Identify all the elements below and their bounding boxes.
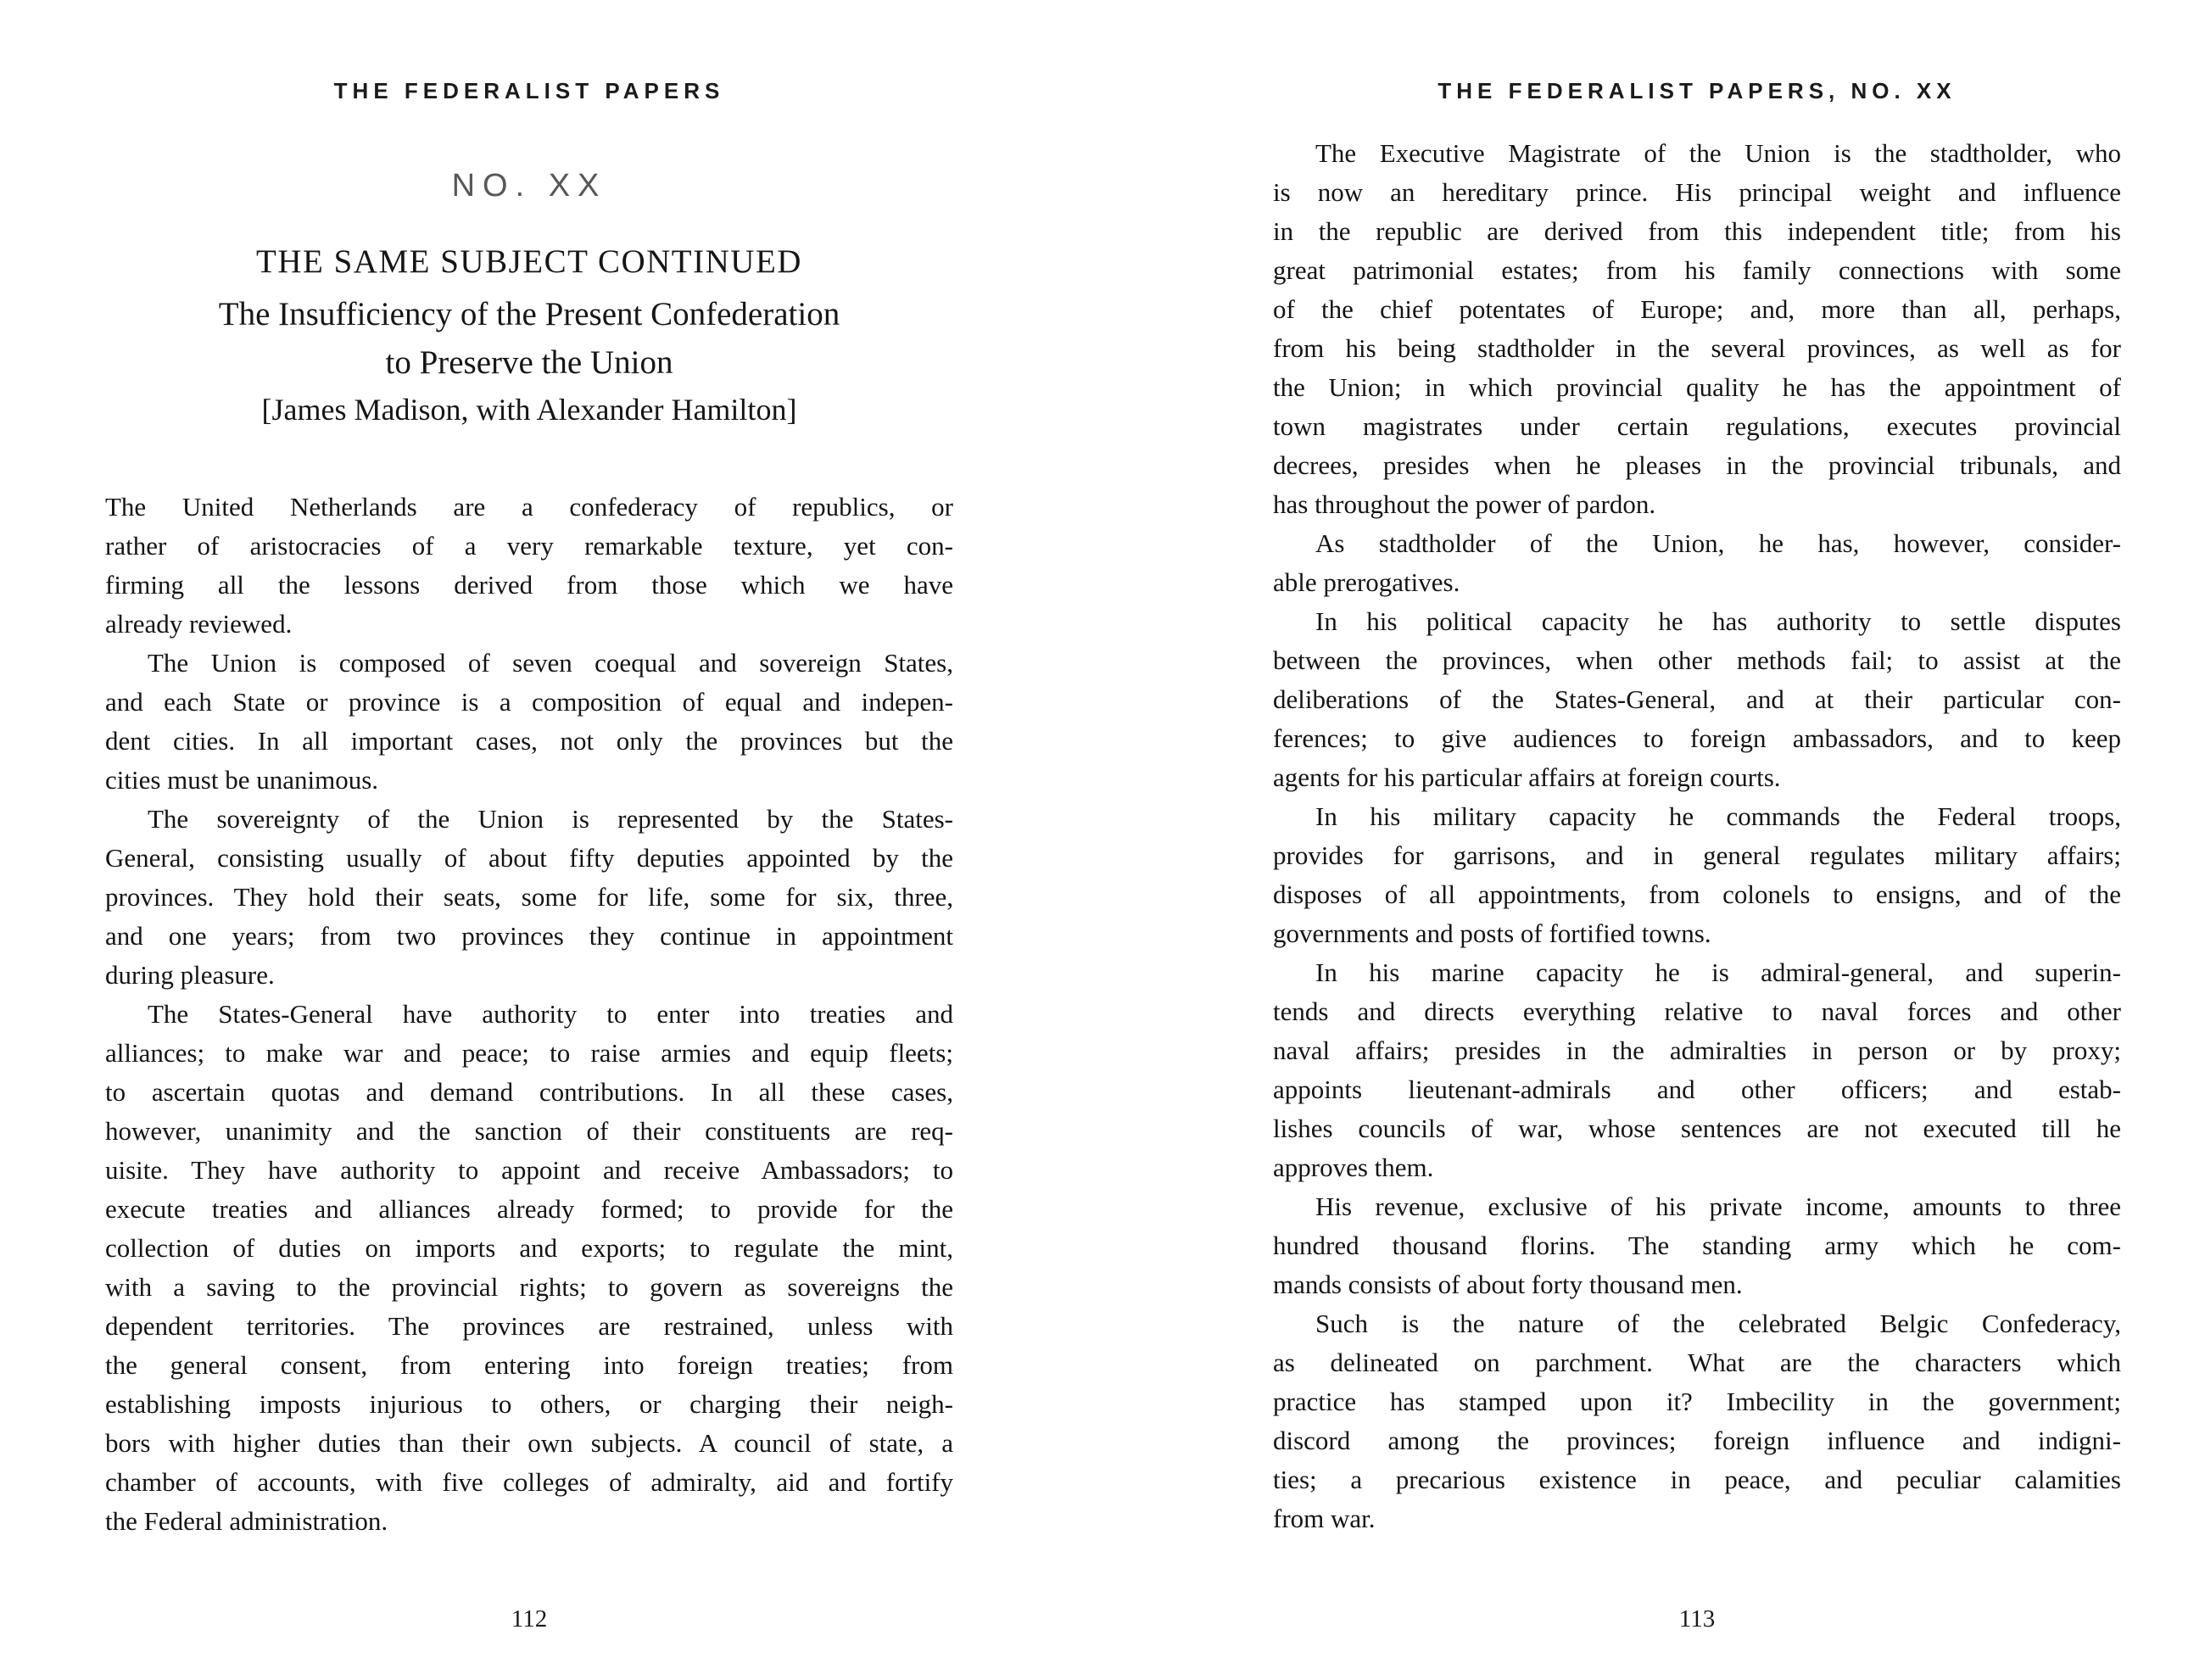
text-line: mands consists of about forty thousand men. bbox=[1273, 1270, 1743, 1299]
text-line: The Executive Magistrate of the Union is the stadtholder, who bbox=[1315, 138, 2121, 168]
text-line: tends and directs everything relative to naval forces and other bbox=[1273, 996, 2121, 1026]
text-line: rather of aristocracies of a very remarkable texture, yet con- bbox=[105, 531, 953, 561]
text-line: and each State or province is a composition of equal and indepen- bbox=[105, 687, 953, 717]
chapter-subtitle-line: to Preserve the Union bbox=[385, 344, 673, 381]
text-line: great patrimonial estates; from his family connections with some bbox=[1273, 255, 2121, 285]
text-line: between the provinces, when other methods fail; to assist at the bbox=[1273, 645, 2121, 675]
paragraph bbox=[1273, 134, 2121, 524]
text-line: lishes councils of war, whose sentences are not executed till he bbox=[1273, 1113, 2121, 1143]
page-right bbox=[1102, 0, 2205, 1680]
paragraph bbox=[1273, 602, 2121, 797]
text-line: The sovereignty of the Union is represented by the States- bbox=[148, 804, 953, 834]
text-line: establishing imposts injurious to others, or charging their neigh- bbox=[105, 1389, 953, 1419]
text-line: hundred thousand florins. The standing army which he com- bbox=[1273, 1231, 2121, 1260]
paragraph bbox=[1273, 1304, 2121, 1538]
text-line: discord among the provinces; foreign influence and indigni- bbox=[1273, 1426, 2121, 1455]
text-line: As stadtholder of the Union, he has, however, consider- bbox=[1315, 528, 2121, 558]
text-line: from his being stadtholder in the several provinces, as well as for bbox=[1273, 333, 2121, 363]
author-attribution: [James Madison, with Alexander Hamilton] bbox=[261, 393, 797, 427]
chapter-title: THE SAME SUBJECT CONTINUED bbox=[256, 243, 802, 280]
text-line: execute treaties and alliances already formed; to provide for the bbox=[105, 1194, 953, 1224]
page-number-left: 112 bbox=[511, 1605, 548, 1633]
paragraph bbox=[1273, 524, 2121, 602]
text-line: The United Netherlands are a confederacy of republics, or bbox=[105, 492, 953, 522]
paragraph bbox=[1273, 797, 2121, 953]
paragraph bbox=[105, 800, 953, 995]
text-line: able prerogatives. bbox=[1273, 567, 1460, 597]
text-line: In his political capacity he has authority to settle disputes bbox=[1315, 606, 2121, 636]
text-line: dent cities. In all important cases, not only the provinces but the bbox=[105, 726, 953, 756]
text-line: His revenue, exclusive of his private income, amounts to three bbox=[1315, 1192, 2121, 1221]
right-page-body bbox=[1273, 134, 2121, 1538]
paragraph bbox=[105, 488, 953, 644]
text-line: Such is the nature of the celebrated Belgic Confederacy, bbox=[1315, 1309, 2121, 1338]
left-page-body bbox=[105, 488, 953, 1541]
text-line: from war. bbox=[1273, 1504, 1376, 1533]
text-line: is now an hereditary prince. His principal weight and influence bbox=[1273, 177, 2121, 207]
text-line: The Union is composed of seven coequal and sovereign States, bbox=[148, 648, 953, 678]
text-line: provides for garrisons, and in general regulates military affairs; bbox=[1273, 840, 2121, 870]
text-line: General, consisting usually of about fifty deputies appointed by the bbox=[105, 843, 953, 873]
text-line: the Federal administration. bbox=[105, 1506, 388, 1536]
text-line: bors with higher duties than their own subjects. A council of state, a bbox=[105, 1428, 953, 1458]
text-line: chamber of accounts, with five colleges of admiralty, aid and fortify bbox=[105, 1467, 953, 1497]
text-line: has throughout the power of pardon. bbox=[1273, 489, 1656, 519]
text-line: in the republic are derived from this independent title; from his bbox=[1273, 216, 2121, 246]
text-line: and one years; from two provinces they continue in appointment bbox=[105, 921, 953, 951]
text-line: firming all the lessons derived from those which we have bbox=[105, 570, 953, 600]
paragraph bbox=[1273, 953, 2121, 1187]
text-line: alliances; to make war and peace; to raise armies and equip fleets; bbox=[105, 1038, 953, 1068]
running-header-left: THE FEDERALIST PAPERS bbox=[333, 78, 725, 103]
chapter-subtitle-line: The Insufficiency of the Present Confederation bbox=[218, 296, 840, 332]
paragraph bbox=[105, 644, 953, 800]
text-line: The States-General have authority to enter into treaties and bbox=[148, 999, 953, 1029]
text-line: practice has stamped upon it? Imbecility in the government; bbox=[1273, 1387, 2121, 1416]
text-line: ferences; to give audiences to foreign ambassadors, and to keep bbox=[1273, 723, 2121, 753]
text-line: the general consent, from entering into foreign treaties; from bbox=[105, 1350, 953, 1380]
text-line: however, unanimity and the sanction of their constituents are req- bbox=[105, 1116, 953, 1146]
text-line: In his marine capacity he is admiral-general, and superin- bbox=[1315, 957, 2121, 987]
running-header-right: THE FEDERALIST PAPERS, NO. XX bbox=[1437, 78, 1957, 103]
page-left bbox=[0, 0, 1102, 1680]
text-line: decrees, presides when he pleases in the provincial tribunals, and bbox=[1273, 450, 2121, 480]
text-line: dependent territories. The provinces are restrained, unless with bbox=[105, 1311, 953, 1341]
chapter-number: NO. XX bbox=[451, 168, 607, 204]
text-line: governments and posts of fortified towns. bbox=[1273, 918, 1711, 948]
text-line: collection of duties on imports and exports; to regulate the mint, bbox=[105, 1233, 953, 1263]
text-line: of the chief potentates of Europe; and, more than all, perhaps, bbox=[1273, 294, 2121, 324]
page-number-right: 113 bbox=[1678, 1605, 1716, 1633]
text-line: during pleasure. bbox=[105, 960, 275, 990]
text-line: town magistrates under certain regulations, executes provincial bbox=[1273, 411, 2121, 441]
chapter-subtitle bbox=[105, 290, 953, 387]
text-line: naval affairs; presides in the admiralties in person or by proxy; bbox=[1273, 1035, 2121, 1065]
text-line: uisite. They have authority to appoint and receive Ambassadors; to bbox=[105, 1155, 953, 1185]
text-line: disposes of all appointments, from colonels to ensigns, and of the bbox=[1273, 879, 2121, 909]
text-line: already reviewed. bbox=[105, 609, 293, 639]
text-line: In his military capacity he commands the Federal troops, bbox=[1315, 801, 2121, 831]
text-line: provinces. They hold their seats, some for life, some for six, three, bbox=[105, 882, 953, 912]
text-line: to ascertain quotas and demand contributions. In all these cases, bbox=[105, 1077, 953, 1107]
text-line: agents for his particular affairs at foreign courts. bbox=[1273, 762, 1781, 792]
text-line: ties; a precarious existence in peace, and peculiar calamities bbox=[1273, 1465, 2121, 1494]
text-line: the Union; in which provincial quality he has the appointment of bbox=[1273, 372, 2121, 402]
text-line: cities must be unanimous. bbox=[105, 765, 379, 795]
text-line: deliberations of the States-General, and at their particular con- bbox=[1273, 684, 2121, 714]
paragraph bbox=[1273, 1187, 2121, 1304]
text-line: as delineated on parchment. What are the characters which bbox=[1273, 1348, 2121, 1377]
paragraph bbox=[105, 995, 953, 1541]
text-line: approves them. bbox=[1273, 1153, 1434, 1182]
text-line: with a saving to the provincial rights; to govern as sovereigns the bbox=[105, 1272, 953, 1302]
text-line: appoints lieutenant-admirals and other officers; and estab- bbox=[1273, 1074, 2121, 1104]
